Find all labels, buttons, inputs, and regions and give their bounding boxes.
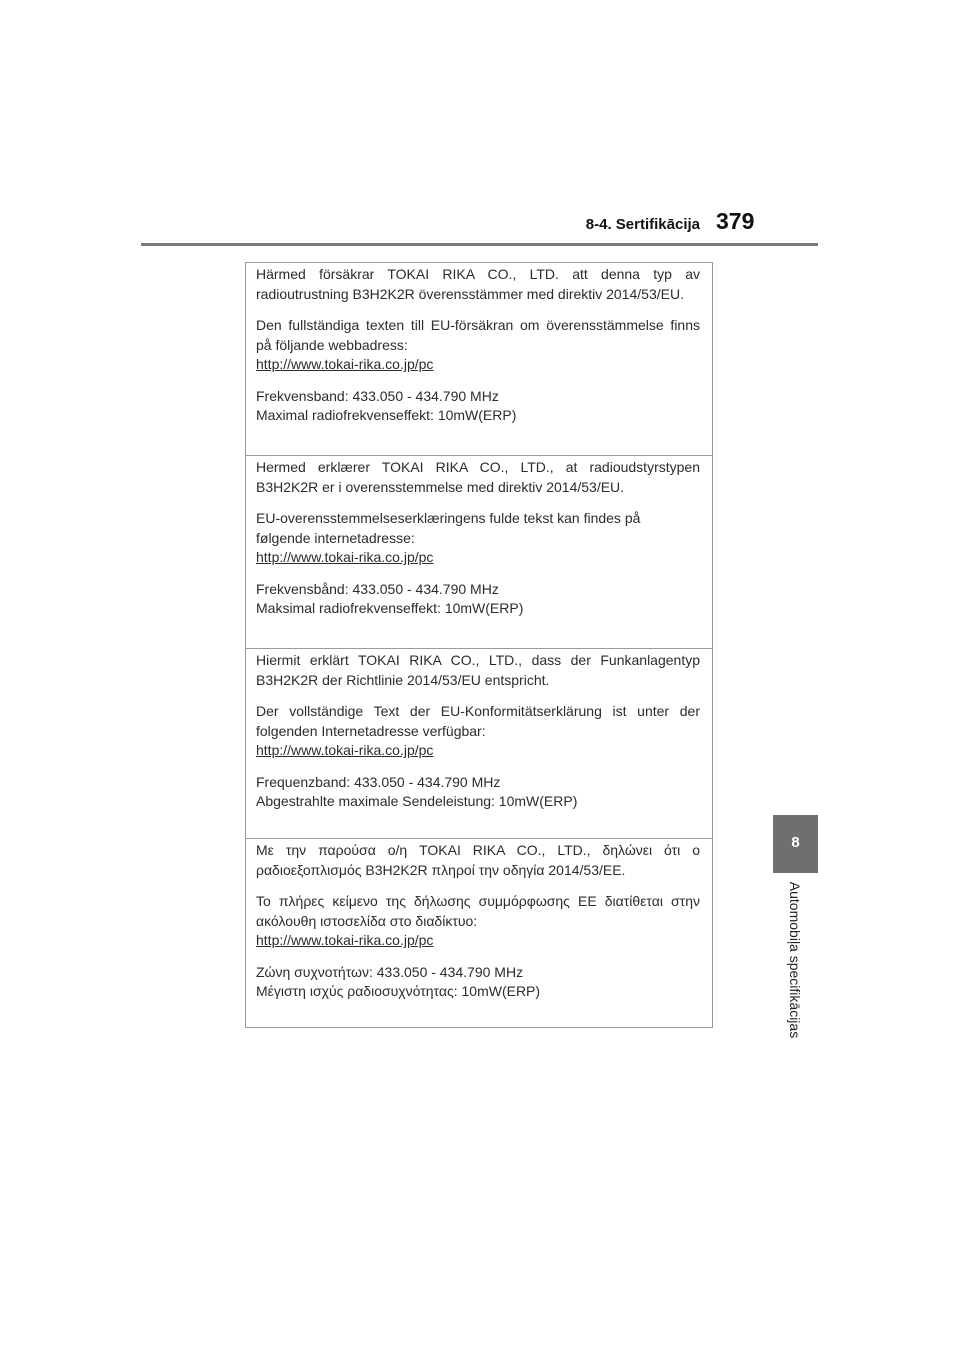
declaration-url-link[interactable]: http://www.tokai-rika.co.jp/pc bbox=[256, 742, 434, 758]
declaration-line: EU-overensstemmelseserklæringens fulde tekst kan findes på bbox=[256, 510, 641, 526]
declaration-box-german bbox=[245, 648, 713, 838]
declaration-line: ακόλουθη ιστοσελίδα στο διαδίκτυο: bbox=[256, 912, 478, 929]
declaration-box-danish bbox=[245, 455, 713, 648]
declaration-url-link[interactable]: http://www.tokai-rika.co.jp/pc bbox=[256, 356, 434, 372]
declaration-box-swedish bbox=[245, 262, 713, 455]
declaration-line: radioutrustning B3H2K2R överensstämmer med direktiv 2014/53/EU. bbox=[256, 285, 684, 302]
section-title: 8-4. Sertifikācija bbox=[585, 216, 700, 233]
declaration-line: folgenden Internetadresse verfügbar: bbox=[256, 722, 486, 739]
chapter-tab[interactable] bbox=[773, 815, 818, 873]
declaration-line: Härmed försäkrar TOKAI RIKA CO., LTD. att denna typ av bbox=[256, 266, 700, 282]
declaration-line: Hiermit erklärt TOKAI RIKA CO., LTD., dass der Funkanlagentyp bbox=[256, 652, 700, 668]
declaration-line: Με την παρούσα ο/η TOKAI RIKA CO., LTD., δηλώνει ότι ο bbox=[256, 842, 700, 858]
header-divider bbox=[141, 243, 818, 246]
declaration-line: Der vollständige Text der EU-Konformitätserklärung ist unter der bbox=[256, 703, 700, 719]
declaration-line: ραδιοεξοπλισμός B3H2K2R πληροί την οδηγία 2014/53/ΕΕ. bbox=[256, 861, 626, 878]
declaration-box-greek bbox=[245, 838, 713, 1028]
frequency-band: Frekvensbånd: 433.050 - 434.790 MHz bbox=[256, 580, 499, 597]
frequency-band: Frequenzband: 433.050 - 434.790 MHz bbox=[256, 773, 501, 790]
declaration-line: Den fullständiga texten till EU-försäkran om överensstämmelse finns bbox=[256, 317, 700, 333]
declaration-line: B3H2K2R der Richtlinie 2014/53/EU entspricht. bbox=[256, 671, 550, 688]
frequency-band: Frekvensband: 433.050 - 434.790 MHz bbox=[256, 387, 499, 404]
declaration-line: B3H2K2R er i overensstemmelse med direktiv 2014/53/EU. bbox=[256, 478, 625, 495]
declaration-url-link[interactable]: http://www.tokai-rika.co.jp/pc bbox=[256, 932, 434, 948]
declaration-url-link[interactable]: http://www.tokai-rika.co.jp/pc bbox=[256, 549, 434, 565]
max-power: Maximal radiofrekvenseffekt: 10mW(ERP) bbox=[256, 407, 517, 423]
declaration-line: Το πλήρες κείμενο της δήλωσης συμμόρφωσης ΕΕ διατίθεται στην bbox=[256, 893, 700, 909]
declaration-line: følgende internetadresse: bbox=[256, 529, 415, 546]
chapter-label: Automobiļa specifikācijas bbox=[787, 881, 803, 1039]
declaration-line: Hermed erklærer TOKAI RIKA CO., LTD., at radioudstyrstypen bbox=[256, 459, 700, 475]
frequency-band: Ζώνη συχνοτήτων: 433.050 - 434.790 MHz bbox=[256, 963, 524, 980]
max-power: Μέγιστη ισχύς ραδιοσυχνότητας: 10mW(ERP) bbox=[256, 983, 541, 999]
page-number: 379 bbox=[716, 208, 755, 234]
chapter-number: 8 bbox=[791, 834, 800, 851]
declaration-line: på följande webbadress: bbox=[256, 336, 408, 353]
max-power: Maksimal radiofrekvenseffekt: 10mW(ERP) bbox=[256, 600, 524, 616]
max-power: Abgestrahlte maximale Sendeleistung: 10mW(ERP) bbox=[256, 793, 578, 809]
